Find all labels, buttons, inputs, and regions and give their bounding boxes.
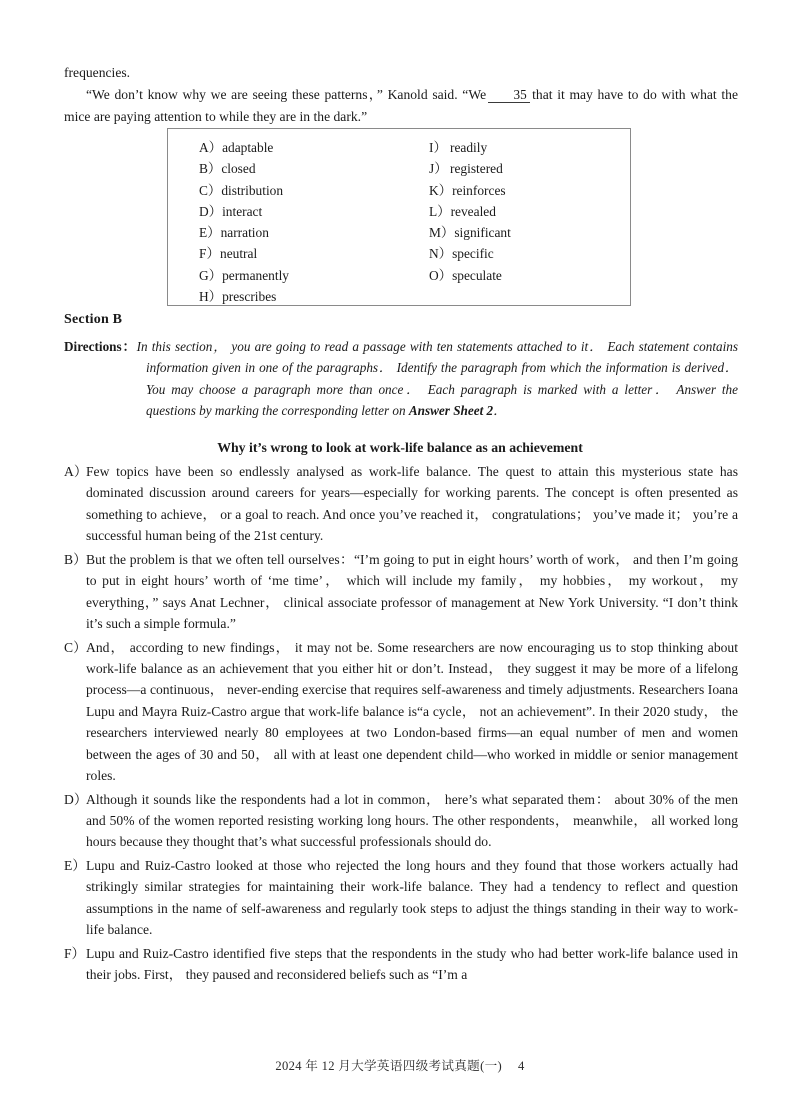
option-a-word: adaptable xyxy=(222,140,274,155)
option-f[interactable] xyxy=(199,243,289,264)
option-b[interactable] xyxy=(199,158,289,179)
paragraph-b-letter: B） xyxy=(64,551,87,567)
option-j[interactable] xyxy=(429,158,511,179)
option-m[interactable] xyxy=(429,222,511,243)
quote-paragraph xyxy=(64,84,738,128)
option-f-letter: F） xyxy=(199,246,220,262)
paragraph-c-text: And， according to new findings， it may not be. Some researchers are now encouraging us to stop thinking about work-life balance as an achievement that you either hit or don’t. Instead， they suggest it may be more of a lifelong process—a continuous， never-ending exercise that requires self-awareness and timely adjustments. Researchers Ioana Lupu and Mayra Ruiz-Castro argue that work-life balance is“a cycle， not an achievement”. In their 2020 study， the researchers interviewed nearly 80 employees at two London-based firms—an equal number of men and women between the ages of 30 and 50， all with at least one dependent child—who worked in middle or senior management roles. xyxy=(86,639,738,784)
paragraph-f xyxy=(64,943,738,986)
option-f-word: neutral xyxy=(220,246,258,262)
directions-text-part-two: ． xyxy=(493,403,507,419)
paragraph-b xyxy=(64,549,738,635)
option-n[interactable] xyxy=(429,243,511,264)
option-l-word: revealed xyxy=(450,203,496,219)
quote-part-one: “We don’t know why we are seeing these patterns，” Kanold said. “We xyxy=(86,86,487,102)
directions-block xyxy=(64,336,738,422)
option-d[interactable] xyxy=(199,201,289,222)
option-l-letter: L） xyxy=(429,203,451,219)
option-g-letter: G） xyxy=(199,267,223,283)
option-e[interactable] xyxy=(199,222,289,243)
answer-sheet-reference: Answer Sheet 2 xyxy=(408,403,494,419)
option-a[interactable] xyxy=(199,137,289,158)
option-k-word: reinforces xyxy=(452,182,506,198)
paragraph-d-text: Although it sounds like the respondents had a lot in common， here’s what separated them： about 30% of the men and 50% of the women reported resisting working long hours. The other respondents， meanwhile， all worked long hours because they thought that’s what successful professionals should do. xyxy=(86,791,738,850)
option-h[interactable] xyxy=(199,286,289,307)
option-a-letter: A） xyxy=(199,140,223,155)
paragraph-a xyxy=(64,461,738,547)
paragraph-a-text: Few topics have been so endlessly analysed as work-life balance. The quest to attain this mysterious state has dominated discussion around careers for years—especially for working parents. The concept is often presented as something to achieve， or a goal to reach. And once you’ve reached it， congratulations； you’ve made it； you’re a successful human being of the 21st century. xyxy=(86,464,738,544)
passage-title: Why it’s wrong to look at work-life balance as an achievement xyxy=(217,440,583,455)
paragraph-f-letter: F） xyxy=(64,945,86,961)
paragraph-e-letter: E） xyxy=(64,858,86,874)
paragraph-e-text: Lupu and Ruiz-Castro looked at those who rejected the long hours and they found that those workers actually had strikingly similar strategies for maintaining their work-life balance. They had a tendency to reflect and question assumptions in the name of self-awareness and regularly took steps to adjust the things standing in their way to work-life balance. xyxy=(86,858,738,938)
option-m-word: significant xyxy=(454,225,511,241)
option-e-letter: E） xyxy=(199,225,221,241)
word-bank-right-column xyxy=(429,137,511,286)
option-o-letter: O） xyxy=(429,267,453,283)
option-l[interactable] xyxy=(429,201,511,222)
paragraph-c-letter: C） xyxy=(64,639,87,655)
option-g[interactable] xyxy=(199,265,289,286)
option-e-word: narration xyxy=(220,225,269,241)
passage-paragraphs xyxy=(64,461,738,988)
paragraph-e xyxy=(64,855,738,941)
word-bank-left-column xyxy=(199,137,289,307)
top-text-block xyxy=(64,62,738,127)
page-footer xyxy=(0,1055,800,1074)
option-h-word: prescribes xyxy=(222,289,277,305)
option-h-letter: H） xyxy=(199,289,223,305)
option-g-word: permanently xyxy=(222,267,289,283)
carryover-line: frequencies. xyxy=(64,65,131,80)
option-b-word: closed xyxy=(221,161,256,177)
option-c[interactable] xyxy=(199,180,289,201)
option-j-word: registered xyxy=(450,161,503,177)
paragraph-c xyxy=(64,637,738,787)
quote-part-two: that it may have to do with what the mice are paying attention to while they are in the dark.” xyxy=(64,86,739,124)
paragraph-b-text: But the problem is that we often tell ourselves：“I’m going to put in eight hours’ worth of work， and then I’m going to put in eight hours’ worth of ‘me time’， which will include my family， my hobbies， my workout， my everything，” says Anat Lechner， clinical associate professor of management at New York University. “I don’t think it’s such a simple formula.” xyxy=(86,551,738,632)
option-n-letter: N） xyxy=(429,246,453,262)
directions-label: Directions： xyxy=(64,339,137,354)
option-k[interactable] xyxy=(429,180,511,201)
answer-blank-35[interactable]: 35 xyxy=(488,88,530,104)
option-i-word: readily xyxy=(450,140,488,155)
option-o-word: speculate xyxy=(452,267,502,283)
option-c-word: distribution xyxy=(221,182,284,198)
section-b-heading: Section B xyxy=(64,312,123,327)
directions-text-part-one: In this section， you are going to read a passage with ten statements attached to it． Each statement contains information given in one of the paragraphs． Identify the paragraph from which the information is derived． You may choose a paragraph more than once． Each paragraph is marked with a letter． Answer the questions by marking the corresponding letter on xyxy=(136,339,739,419)
option-k-letter: K） xyxy=(429,182,453,198)
option-n-word: specific xyxy=(452,246,494,262)
option-c-letter: C） xyxy=(199,182,222,198)
option-d-letter: D） xyxy=(199,203,223,219)
paragraph-d xyxy=(64,789,738,853)
paragraph-f-text: Lupu and Ruiz-Castro identified five steps that the respondents in the study who had better work-life balance used in their jobs. First， they paused and reconsidered beliefs such as “I’m a xyxy=(86,945,738,983)
option-j-letter: J） xyxy=(429,161,448,177)
footer-page-number: 4 xyxy=(517,1059,525,1073)
word-bank-box xyxy=(167,128,631,306)
option-i-letter: I） xyxy=(429,140,447,155)
option-b-letter: B） xyxy=(199,161,222,177)
directions-text xyxy=(137,339,738,418)
paragraph-a-letter: A） xyxy=(64,464,88,479)
option-d-word: interact xyxy=(222,203,263,219)
option-m-letter: M） xyxy=(429,225,455,241)
paragraph-d-letter: D） xyxy=(64,791,88,807)
option-o[interactable] xyxy=(429,265,511,286)
option-i[interactable] xyxy=(429,137,511,158)
footer-exam-title: 2024 年 12 月大学英语四级考试真题(一) xyxy=(275,1059,502,1073)
